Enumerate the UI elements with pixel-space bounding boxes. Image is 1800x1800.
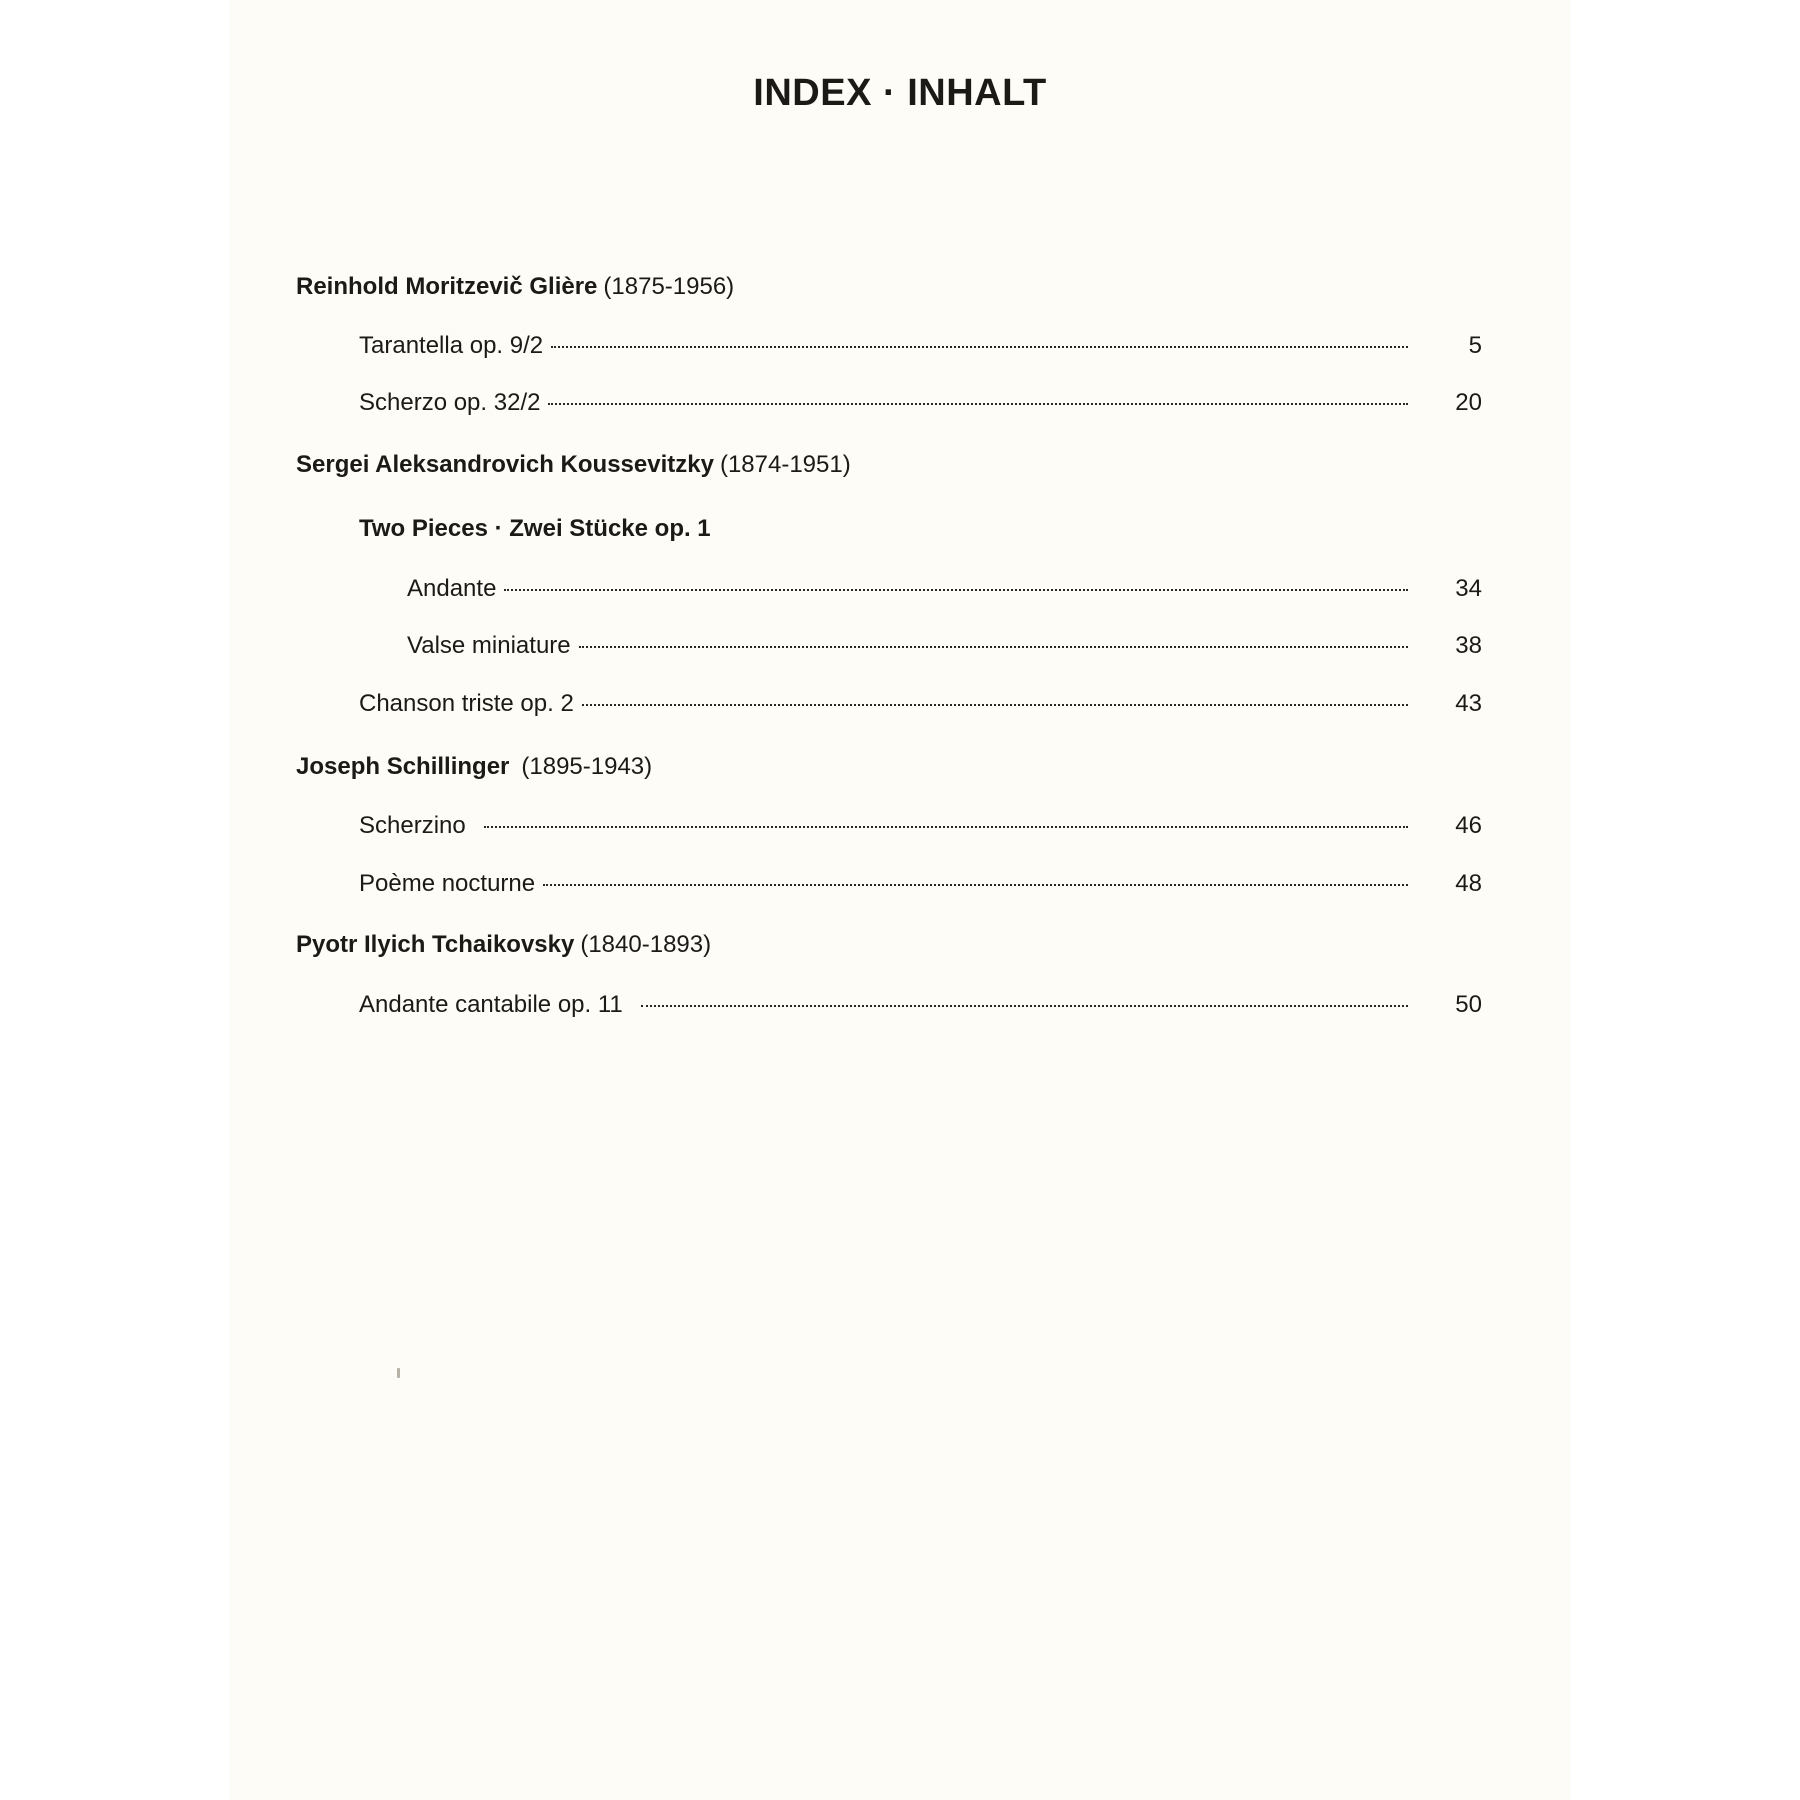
dot-leader — [579, 646, 1408, 648]
entry-page-number: 34 — [1455, 575, 1482, 602]
composer-heading-tchaikovsky — [296, 931, 711, 971]
composer-dates: (1895-1943) — [521, 753, 653, 780]
entry-page-number: 43 — [1455, 690, 1482, 717]
entry-title: Poème nocturne — [359, 870, 536, 897]
toc-entry[interactable] — [407, 575, 1482, 615]
dot-leader — [551, 346, 1408, 348]
toc-entry[interactable] — [359, 870, 1482, 910]
dot-leader — [484, 826, 1408, 828]
toc-entry[interactable] — [359, 690, 1482, 730]
page-title: INDEX · INHALT — [753, 72, 1047, 114]
entry-title: Chanson triste op. 2 — [359, 690, 574, 717]
composer-name: Joseph Schillinger — [296, 753, 510, 780]
composer-heading-gliere — [296, 273, 734, 313]
toc-entry[interactable] — [407, 632, 1482, 672]
entry-title: Scherzo op. 32/2 — [359, 389, 541, 416]
entry-title: Andante cantabile op. 11 — [359, 991, 623, 1018]
table-of-contents — [230, 0, 1570, 1800]
entry-page-number: 5 — [1468, 332, 1482, 359]
work-group-heading: Two Pieces · Zwei Stücke op. 1 — [359, 515, 711, 542]
entry-page-number: 48 — [1455, 870, 1482, 897]
composer-dates: (1874-1951) — [719, 451, 851, 478]
paper-speck — [397, 1368, 400, 1378]
toc-entry[interactable] — [359, 991, 1482, 1031]
entry-title: Valse miniature — [407, 632, 571, 659]
entry-page-number: 50 — [1455, 991, 1482, 1018]
document-page — [230, 0, 1570, 1800]
toc-entry[interactable] — [359, 332, 1482, 372]
entry-title: Andante — [407, 575, 497, 602]
composer-heading-schillinger — [296, 753, 652, 793]
composer-name: Pyotr Ilyich Tchaikovsky — [296, 931, 575, 958]
toc-entry[interactable] — [359, 389, 1482, 429]
entry-page-number: 46 — [1455, 812, 1482, 839]
composer-dates: (1875-1956) — [603, 273, 735, 300]
entry-page-number: 38 — [1455, 632, 1482, 659]
dot-leader — [582, 704, 1408, 706]
composer-dates: (1840-1893) — [580, 931, 712, 958]
entry-title: Scherzino — [359, 812, 466, 839]
composer-name: Sergei Aleksandrovich Koussevitzky — [296, 451, 714, 478]
dot-leader — [543, 884, 1408, 886]
dot-leader — [504, 589, 1408, 591]
dot-leader — [548, 403, 1408, 405]
composer-heading-koussevitzky — [296, 451, 851, 491]
composer-name: Reinhold Moritzevič Glière — [296, 273, 598, 300]
entry-page-number: 20 — [1455, 389, 1482, 416]
dot-leader — [641, 1005, 1408, 1007]
toc-entry[interactable] — [359, 812, 1482, 852]
entry-title: Tarantella op. 9/2 — [359, 332, 544, 359]
